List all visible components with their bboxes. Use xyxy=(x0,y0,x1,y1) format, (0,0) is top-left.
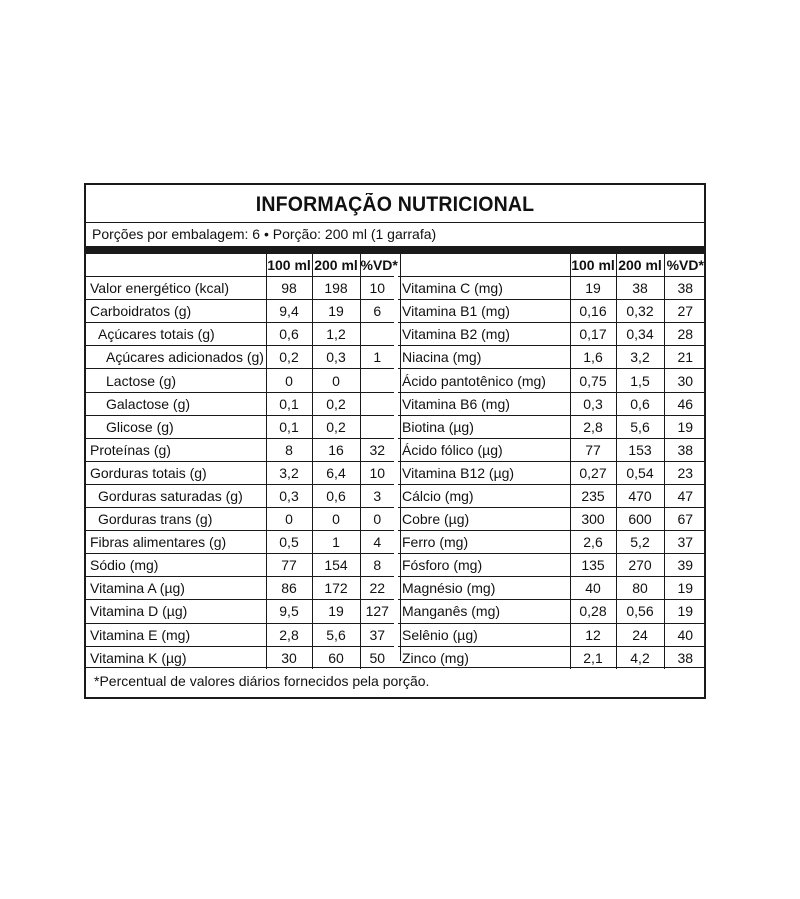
nutrient-label: Sódio (mg) xyxy=(86,554,266,577)
nutrient-row xyxy=(86,346,394,369)
value-100ml: 2,6 xyxy=(570,531,616,554)
nutrient-label: Vitamina E (mg) xyxy=(86,623,266,646)
divider-thick xyxy=(86,246,704,254)
nutrient-row xyxy=(398,323,706,346)
nutrient-row xyxy=(398,508,706,531)
value-vd: 1 xyxy=(360,346,394,369)
value-200ml: 1,2 xyxy=(312,323,360,346)
value-200ml: 0,6 xyxy=(616,392,664,415)
value-100ml: 235 xyxy=(570,484,616,507)
value-200ml: 0,3 xyxy=(312,346,360,369)
value-200ml: 0 xyxy=(312,369,360,392)
nutrient-row xyxy=(86,646,394,669)
nutrient-row xyxy=(398,369,706,392)
value-vd: 50 xyxy=(360,646,394,669)
value-100ml: 2,1 xyxy=(570,646,616,669)
nutrient-label: Fibras alimentares (g) xyxy=(86,531,266,554)
nutrient-label: Gorduras totais (g) xyxy=(86,461,266,484)
value-vd: 21 xyxy=(664,346,706,369)
value-200ml: 19 xyxy=(312,300,360,323)
nutrient-label: Magnésio (mg) xyxy=(398,577,570,600)
nutrient-row xyxy=(398,277,706,300)
nutrients-table-left xyxy=(86,254,398,669)
divider-thin xyxy=(86,222,704,223)
header-row xyxy=(86,254,394,277)
value-vd xyxy=(360,415,394,438)
value-vd: 47 xyxy=(664,484,706,507)
value-100ml: 98 xyxy=(266,277,312,300)
value-vd: 27 xyxy=(664,300,706,323)
value-200ml: 24 xyxy=(616,623,664,646)
nutrient-row xyxy=(86,508,394,531)
value-200ml: 0,54 xyxy=(616,461,664,484)
header-label-spacer xyxy=(86,254,266,277)
nutrition-facts-panel xyxy=(84,183,706,699)
value-100ml: 0,27 xyxy=(570,461,616,484)
header-label-spacer xyxy=(398,254,570,277)
header-200ml: 200 ml xyxy=(616,254,664,277)
value-vd: 19 xyxy=(664,600,706,623)
value-vd: 19 xyxy=(664,577,706,600)
nutrient-label: Biotina (µg) xyxy=(398,415,570,438)
value-100ml: 3,2 xyxy=(266,461,312,484)
nutrient-row xyxy=(86,369,394,392)
value-100ml: 0 xyxy=(266,508,312,531)
value-vd xyxy=(360,369,394,392)
value-100ml: 77 xyxy=(570,438,616,461)
value-200ml: 60 xyxy=(312,646,360,669)
nutrient-label: Vitamina B2 (mg) xyxy=(398,323,570,346)
nutrient-label: Vitamina B12 (µg) xyxy=(398,461,570,484)
value-100ml: 0,16 xyxy=(570,300,616,323)
value-100ml: 40 xyxy=(570,577,616,600)
value-vd: 39 xyxy=(664,554,706,577)
value-vd: 67 xyxy=(664,508,706,531)
value-100ml: 0,1 xyxy=(266,392,312,415)
value-200ml: 16 xyxy=(312,438,360,461)
nutrient-label: Fósforo (mg) xyxy=(398,554,570,577)
footnote: *Percentual de valores diários fornecidos pela porção. xyxy=(94,673,430,689)
value-200ml: 80 xyxy=(616,577,664,600)
nutrient-label: Lactose (g) xyxy=(86,369,266,392)
value-vd: 46 xyxy=(664,392,706,415)
value-100ml: 0,3 xyxy=(570,392,616,415)
nutrient-row xyxy=(398,646,706,669)
nutrient-label: Vitamina D (µg) xyxy=(86,600,266,623)
value-200ml: 600 xyxy=(616,508,664,531)
nutrient-label: Valor energético (kcal) xyxy=(86,277,266,300)
nutrient-label: Niacina (mg) xyxy=(398,346,570,369)
value-200ml: 198 xyxy=(312,277,360,300)
value-vd: 32 xyxy=(360,438,394,461)
nutrient-row xyxy=(86,600,394,623)
nutrient-label: Cobre (µg) xyxy=(398,508,570,531)
nutrient-label: Açúcares totais (g) xyxy=(86,323,266,346)
value-100ml: 9,4 xyxy=(266,300,312,323)
value-100ml: 135 xyxy=(570,554,616,577)
nutrient-row xyxy=(86,531,394,554)
value-vd: 30 xyxy=(664,369,706,392)
nutrient-row xyxy=(398,461,706,484)
nutrient-row xyxy=(398,300,706,323)
value-vd: 10 xyxy=(360,461,394,484)
nutrient-label: Ferro (mg) xyxy=(398,531,570,554)
nutrient-label: Selênio (µg) xyxy=(398,623,570,646)
header-100ml: 100 ml xyxy=(266,254,312,277)
nutrient-row xyxy=(398,415,706,438)
value-vd: 22 xyxy=(360,577,394,600)
nutrient-label: Zinco (mg) xyxy=(402,649,469,666)
value-200ml: 6,4 xyxy=(312,461,360,484)
value-100ml: 2,8 xyxy=(570,415,616,438)
value-200ml: 1 xyxy=(312,531,360,554)
value-200ml: 3,2 xyxy=(616,346,664,369)
value-200ml: 38 xyxy=(616,277,664,300)
value-100ml: 0,17 xyxy=(570,323,616,346)
value-100ml: 2,8 xyxy=(266,623,312,646)
value-200ml: 0,32 xyxy=(616,300,664,323)
value-100ml: 0,3 xyxy=(266,484,312,507)
value-100ml: 1,6 xyxy=(570,346,616,369)
value-100ml: 8 xyxy=(266,438,312,461)
header-row xyxy=(398,254,706,277)
value-200ml: 0,56 xyxy=(616,600,664,623)
value-vd: 23 xyxy=(664,461,706,484)
value-vd: 0 xyxy=(360,508,394,531)
value-100ml: 30 xyxy=(266,646,312,669)
nutrient-row xyxy=(86,438,394,461)
nutrient-row xyxy=(86,484,394,507)
nutrient-row xyxy=(398,484,706,507)
nutrient-row xyxy=(86,323,394,346)
value-200ml: 5,6 xyxy=(616,415,664,438)
nutrient-label: Cálcio (mg) xyxy=(398,484,570,507)
panel-title: INFORMAÇÃO NUTRICIONAL xyxy=(255,193,535,216)
value-100ml: 0,2 xyxy=(266,346,312,369)
value-vd: 127 xyxy=(360,600,394,623)
value-100ml: 0 xyxy=(266,369,312,392)
nutrient-row xyxy=(86,461,394,484)
nutrient-row xyxy=(398,438,706,461)
value-200ml: 153 xyxy=(616,438,664,461)
value-vd: 40 xyxy=(664,623,706,646)
value-200ml: 5,2 xyxy=(616,531,664,554)
nutrient-row xyxy=(398,577,706,600)
value-100ml: 9,5 xyxy=(266,600,312,623)
nutrient-row xyxy=(86,554,394,577)
value-200ml: 0 xyxy=(312,508,360,531)
nutrient-label: Vitamina B1 (mg) xyxy=(398,300,570,323)
nutrient-row xyxy=(86,577,394,600)
nutrient-label: Vitamina K (µg) xyxy=(90,649,187,666)
value-200ml: 0,2 xyxy=(312,415,360,438)
header-100ml: 100 ml xyxy=(570,254,616,277)
value-200ml: 4,2 xyxy=(616,646,664,669)
nutrient-label: Gorduras saturadas (g) xyxy=(86,484,266,507)
divider-footnote xyxy=(86,667,704,668)
value-100ml: 300 xyxy=(570,508,616,531)
nutrient-label: Ácido pantotênico (mg) xyxy=(398,369,570,392)
value-vd: 4 xyxy=(360,531,394,554)
value-100ml: 77 xyxy=(266,554,312,577)
value-200ml: 270 xyxy=(616,554,664,577)
value-100ml: 0,6 xyxy=(266,323,312,346)
nutrient-row xyxy=(86,300,394,323)
value-vd: 19 xyxy=(664,415,706,438)
value-vd: 38 xyxy=(664,277,706,300)
value-100ml: 0,1 xyxy=(266,415,312,438)
value-100ml: 86 xyxy=(266,577,312,600)
value-vd: 38 xyxy=(664,646,706,669)
nutrient-row xyxy=(398,554,706,577)
value-vd: 3 xyxy=(360,484,394,507)
nutrient-row xyxy=(398,623,706,646)
value-200ml: 0,2 xyxy=(312,392,360,415)
value-200ml: 0,34 xyxy=(616,323,664,346)
value-200ml: 154 xyxy=(312,554,360,577)
value-100ml: 12 xyxy=(570,623,616,646)
nutrient-label: Vitamina A (µg) xyxy=(86,577,266,600)
nutrient-row xyxy=(398,392,706,415)
nutrient-label: Açúcares adicionados (g) xyxy=(86,346,266,369)
nutrient-row xyxy=(86,277,394,300)
value-200ml: 19 xyxy=(312,600,360,623)
value-200ml: 5,6 xyxy=(312,623,360,646)
nutrients-table-right xyxy=(398,254,706,669)
nutrient-label: Ácido fólico (µg) xyxy=(398,438,570,461)
value-200ml: 470 xyxy=(616,484,664,507)
value-vd: 28 xyxy=(664,323,706,346)
value-100ml: 0,5 xyxy=(266,531,312,554)
value-200ml: 1,5 xyxy=(616,369,664,392)
value-100ml: 0,75 xyxy=(570,369,616,392)
nutrient-label: Vitamina C (mg) xyxy=(398,277,570,300)
nutrient-label: Proteínas (g) xyxy=(86,438,266,461)
value-vd: 38 xyxy=(664,438,706,461)
nutrient-row xyxy=(86,415,394,438)
value-vd: 37 xyxy=(664,531,706,554)
value-vd xyxy=(360,392,394,415)
nutrient-label: Vitamina B6 (mg) xyxy=(398,392,570,415)
nutrient-row xyxy=(398,346,706,369)
value-vd: 37 xyxy=(360,623,394,646)
nutrient-row xyxy=(86,623,394,646)
nutrient-label: Carboidratos (g) xyxy=(86,300,266,323)
value-vd: 10 xyxy=(360,277,394,300)
nutrient-label: Glicose (g) xyxy=(86,415,266,438)
value-vd xyxy=(360,323,394,346)
value-vd: 6 xyxy=(360,300,394,323)
nutrient-label: Manganês (mg) xyxy=(398,600,570,623)
header-vd: %VD* xyxy=(360,254,394,277)
portion-info: Porções por embalagem: 6 • Porção: 200 ml (1 garrafa) xyxy=(92,226,437,242)
nutrient-row xyxy=(398,600,706,623)
nutrient-row xyxy=(398,531,706,554)
value-200ml: 172 xyxy=(312,577,360,600)
header-200ml: 200 ml xyxy=(312,254,360,277)
value-100ml: 0,28 xyxy=(570,600,616,623)
value-200ml: 0,6 xyxy=(312,484,360,507)
header-vd: %VD* xyxy=(664,254,706,277)
value-vd: 8 xyxy=(360,554,394,577)
value-100ml: 19 xyxy=(570,277,616,300)
nutrient-row xyxy=(86,392,394,415)
nutrient-label: Gorduras trans (g) xyxy=(86,508,266,531)
nutrient-label: Galactose (g) xyxy=(86,392,266,415)
